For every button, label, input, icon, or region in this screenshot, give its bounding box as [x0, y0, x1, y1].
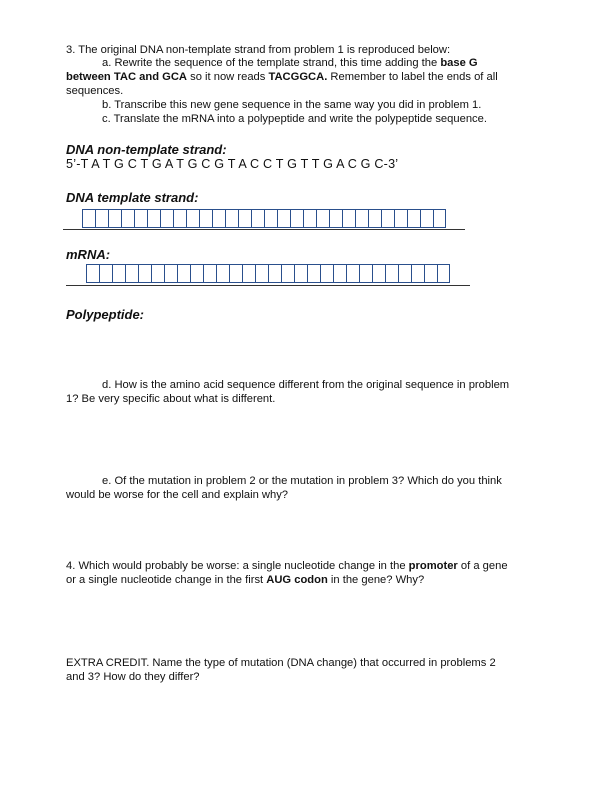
answer-box[interactable]	[381, 209, 394, 228]
answer-box[interactable]	[333, 264, 346, 283]
answer-box[interactable]	[203, 264, 216, 283]
answer-box[interactable]	[398, 264, 411, 283]
answer-box[interactable]	[190, 264, 203, 283]
q3-a-bold1: base G	[440, 57, 478, 69]
answer-box[interactable]	[164, 264, 177, 283]
answer-box[interactable]	[160, 209, 173, 228]
answer-box[interactable]	[355, 209, 368, 228]
q3-b: b. Transcribe this new gene sequence in the same way you did in problem 1.	[102, 99, 482, 111]
answer-box[interactable]	[281, 264, 294, 283]
mrna-heading: mRNA:	[66, 247, 111, 262]
q3-a-line2	[66, 71, 498, 84]
q4-line1-prefix: 4. Which would probably be worse: a single nucleotide change in the	[66, 560, 409, 572]
q3-a-mid: so it now reads	[187, 71, 269, 83]
polypeptide-heading: Polypeptide:	[66, 307, 145, 322]
answer-box[interactable]	[411, 264, 424, 283]
answer-box[interactable]	[125, 264, 138, 283]
answer-box[interactable]	[316, 209, 329, 228]
answer-box[interactable]	[108, 209, 121, 228]
answer-box[interactable]	[394, 209, 407, 228]
answer-box[interactable]	[199, 209, 212, 228]
answer-box[interactable]	[86, 264, 99, 283]
q4-line2-bold: AUG codon	[266, 574, 328, 586]
answer-box[interactable]	[359, 264, 372, 283]
q3-a-prefix: a. Rewrite the sequence of the template strand, this time adding the	[102, 57, 441, 69]
answer-box[interactable]	[420, 209, 433, 228]
answer-box[interactable]	[216, 264, 229, 283]
answer-box[interactable]	[229, 264, 242, 283]
answer-box[interactable]	[268, 264, 281, 283]
q3-a-bold3: TACGGCA.	[268, 71, 328, 83]
answer-box[interactable]	[346, 264, 359, 283]
q3-a-bold2: between TAC and GCA	[66, 71, 187, 83]
answer-box[interactable]	[186, 209, 199, 228]
mrna-answer-boxes[interactable]	[86, 264, 450, 283]
answer-box[interactable]	[134, 209, 147, 228]
answer-box[interactable]	[290, 209, 303, 228]
answer-box[interactable]	[407, 209, 420, 228]
q4-line2	[66, 574, 424, 587]
answer-box[interactable]	[255, 264, 268, 283]
answer-box[interactable]	[320, 264, 333, 283]
nontemplate-heading: DNA non-template strand:	[66, 142, 227, 157]
answer-box[interactable]	[385, 264, 398, 283]
q3-d-line1: d. How is the amino acid sequence different from the original sequence in problem	[102, 379, 510, 391]
answer-box[interactable]	[173, 209, 186, 228]
q4-line2-suffix: in the gene? Why?	[327, 574, 425, 586]
answer-box[interactable]	[251, 209, 264, 228]
q3-intro: 3. The original DNA non-template strand from problem 1 is reproduced below:	[66, 44, 451, 56]
answer-box[interactable]	[138, 264, 151, 283]
answer-box[interactable]	[147, 209, 160, 228]
answer-box[interactable]	[342, 209, 355, 228]
answer-box[interactable]	[225, 209, 238, 228]
answer-box[interactable]	[212, 209, 225, 228]
q4-line2-prefix: or a single nucleotide change in the first	[66, 574, 267, 586]
answer-box[interactable]	[307, 264, 320, 283]
nontemplate-sequence: 5’-T A T G C T G A T G C G T A C C T G T T G A C G C-3’	[66, 157, 399, 171]
answer-box[interactable]	[99, 264, 112, 283]
answer-box[interactable]	[95, 209, 108, 228]
template-heading: DNA template strand:	[66, 190, 199, 205]
answer-box[interactable]	[121, 209, 134, 228]
answer-box[interactable]	[294, 264, 307, 283]
answer-box[interactable]	[437, 264, 450, 283]
answer-box[interactable]	[368, 209, 381, 228]
q3-a-end: sequences.	[66, 85, 124, 97]
q3-e-line2: would be worse for the cell and explain why?	[66, 489, 289, 501]
extra-credit-line1: EXTRA CREDIT. Name the type of mutation (DNA change) that occurred in problems 2	[66, 657, 496, 669]
extra-credit-line2: and 3? How do they differ?	[66, 671, 200, 683]
answer-box[interactable]	[433, 209, 446, 228]
answer-box[interactable]	[372, 264, 385, 283]
q3-a-suffix: Remember to label the ends of all	[327, 71, 498, 83]
answer-box[interactable]	[277, 209, 290, 228]
q3-c: c. Translate the mRNA into a polypeptide and write the polypeptide sequence.	[102, 113, 487, 125]
answer-box[interactable]	[424, 264, 437, 283]
template-answer-boxes[interactable]	[82, 209, 446, 228]
answer-box[interactable]	[112, 264, 125, 283]
answer-box[interactable]	[177, 264, 190, 283]
answer-box[interactable]	[238, 209, 251, 228]
q4-line1	[66, 560, 508, 573]
mrna-rule	[66, 285, 470, 286]
answer-box[interactable]	[151, 264, 164, 283]
answer-box[interactable]	[242, 264, 255, 283]
q4-line1-bold: promoter	[408, 560, 458, 572]
answer-box[interactable]	[264, 209, 277, 228]
answer-box[interactable]	[303, 209, 316, 228]
answer-box[interactable]	[82, 209, 95, 228]
template-rule	[63, 229, 465, 230]
q3-a-line1	[102, 57, 478, 70]
q4-line1-suffix: of a gene	[457, 560, 508, 572]
answer-box[interactable]	[329, 209, 342, 228]
q3-d-line2: 1? Be very specific about what is different.	[66, 393, 276, 405]
q3-e-line1: e. Of the mutation in problem 2 or the mutation in problem 3? Which do you think	[102, 475, 502, 487]
